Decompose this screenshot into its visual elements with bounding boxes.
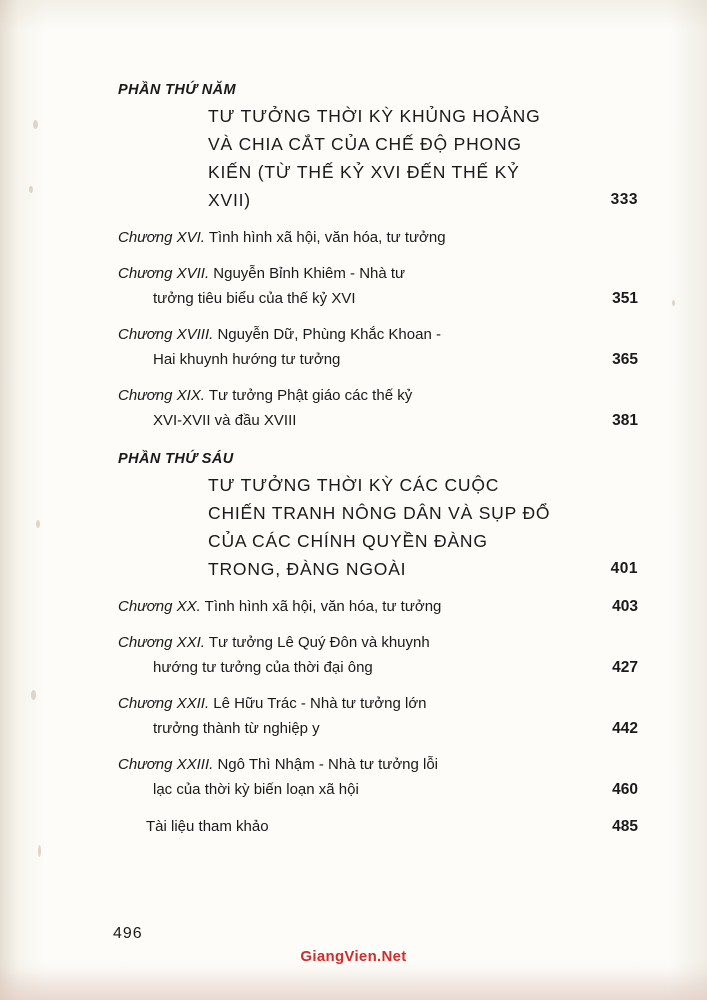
toc-entry[interactable] — [118, 383, 638, 433]
toc-entry[interactable] — [118, 752, 638, 802]
chapter-title: Tình hình xã hội, văn hóa, tư tưởng — [204, 229, 446, 246]
entry-page-number: 381 — [612, 412, 638, 429]
part-title-line: CHIẾN TRANH NÔNG DÂN VÀ SỤP ĐỔ — [208, 503, 551, 523]
part-title-line: CỦA CÁC CHÍNH QUYỀN ĐÀNG — [208, 531, 488, 551]
toc-entry-line1 — [118, 225, 638, 250]
references-page-number: 485 — [612, 818, 638, 835]
chapter-title-cont: trưởng thành từ nghiệp y — [153, 720, 320, 737]
part-page-number: 333 — [610, 191, 638, 208]
entry-page-number: 427 — [612, 659, 638, 676]
chapter-label: Chương XVIII. — [118, 326, 214, 343]
chapter-label: Chương XIX. — [118, 387, 205, 404]
toc-entry-line2 — [118, 655, 638, 680]
table-of-contents — [118, 74, 638, 835]
toc-entry[interactable] — [118, 322, 638, 372]
toc-entry-line2 — [118, 716, 638, 741]
toc-entry-line2 — [118, 777, 638, 802]
chapter-title: Nguyễn Dữ, Phùng Khắc Khoan - — [213, 326, 441, 343]
toc-entry-line1 — [118, 691, 638, 716]
part-title-line: TƯ TƯỞNG THỜI KỲ CÁC CUỘC — [208, 475, 500, 495]
chapter-title-cont: Hai khuynh hướng tư tưởng — [153, 351, 341, 368]
chapter-title-cont: tưởng tiêu biểu của thế kỷ XVI — [153, 290, 356, 307]
part-title-six — [208, 471, 638, 583]
chapter-title: Lê Hữu Trác - Nhà tư tưởng lớn — [209, 695, 427, 712]
chapter-label: Chương XVI. — [118, 229, 205, 246]
page-folio-number: 496 — [113, 925, 143, 942]
toc-entry-line1 — [118, 322, 638, 347]
toc-entry-line2 — [118, 286, 638, 311]
entry-page-number: 403 — [612, 598, 638, 615]
part-title-line-text: TRONG, ĐÀNG NGOÀI — [208, 559, 407, 579]
chapter-title: Tư tưởng Lê Quý Đôn và khuynh — [204, 634, 430, 651]
toc-entry[interactable] — [118, 691, 638, 741]
part-label-six: PHẦN THỨ SÁU — [118, 451, 234, 467]
toc-entry-line1 — [118, 261, 638, 286]
chapter-label: Chương XX. — [118, 598, 201, 615]
toc-entry[interactable] — [118, 225, 638, 250]
toc-entry-line1 — [118, 594, 638, 619]
part-title-five — [208, 102, 638, 214]
chapter-label: Chương XXI. — [118, 634, 205, 651]
part-title-line: VÀ CHIA CẮT CỦA CHẾ ĐỘ PHONG — [208, 134, 522, 154]
chapter-label: Chương XVII. — [118, 265, 210, 282]
chapter-title: Ngô Thì Nhậm - Nhà tư tưởng lỗi — [213, 756, 439, 773]
part-title-line: KIẾN (TỪ THẾ KỶ XVI ĐẾN THẾ KỶ — [208, 162, 520, 182]
references-label: Tài liệu tham khảo — [146, 818, 269, 835]
chapter-title: Tư tưởng Phật giáo các thế kỷ — [204, 387, 413, 404]
chapter-title-cont: hướng tư tưởng của thời đại ông — [153, 659, 373, 676]
toc-entry-line1 — [118, 752, 638, 777]
entry-page-number: 460 — [612, 781, 638, 798]
chapter-title: Tình hình xã hội, văn hóa, tư tưởng — [200, 598, 442, 615]
chapter-title: Nguyễn Bỉnh Khiêm - Nhà tư — [209, 265, 406, 282]
toc-entry[interactable] — [118, 261, 638, 311]
entry-page-number: 442 — [612, 720, 638, 737]
toc-entry-references[interactable] — [146, 818, 638, 835]
toc-entry-line2 — [118, 347, 638, 372]
chapter-title-cont: XVI-XVII và đầu XVIII — [153, 412, 297, 429]
part-title-line — [208, 555, 638, 583]
toc-entry[interactable] — [118, 630, 638, 680]
part-title-line: TƯ TƯỞNG THỜI KỲ KHỦNG HOẢNG — [208, 106, 541, 126]
toc-entry-line1 — [118, 630, 638, 655]
chapter-label: Chương XXII. — [118, 695, 210, 712]
entry-page-number: 365 — [612, 351, 638, 368]
chapter-title-cont: lạc của thời kỳ biến loạn xã hội — [153, 781, 359, 798]
watermark: GiangVien.Net — [300, 948, 407, 965]
chapter-label: Chương XXIII. — [118, 756, 214, 773]
page-bottom-shadow — [0, 970, 707, 1000]
part-label-five: PHẦN THỨ NĂM — [118, 82, 237, 98]
toc-entry-line2 — [118, 408, 638, 433]
part-title-line-text: XVII) — [208, 190, 251, 210]
toc-entry[interactable] — [118, 594, 638, 619]
part-page-number: 401 — [610, 560, 638, 577]
toc-entry-line1 — [118, 383, 638, 408]
part-title-line — [208, 186, 638, 214]
entry-page-number: 351 — [612, 290, 638, 307]
